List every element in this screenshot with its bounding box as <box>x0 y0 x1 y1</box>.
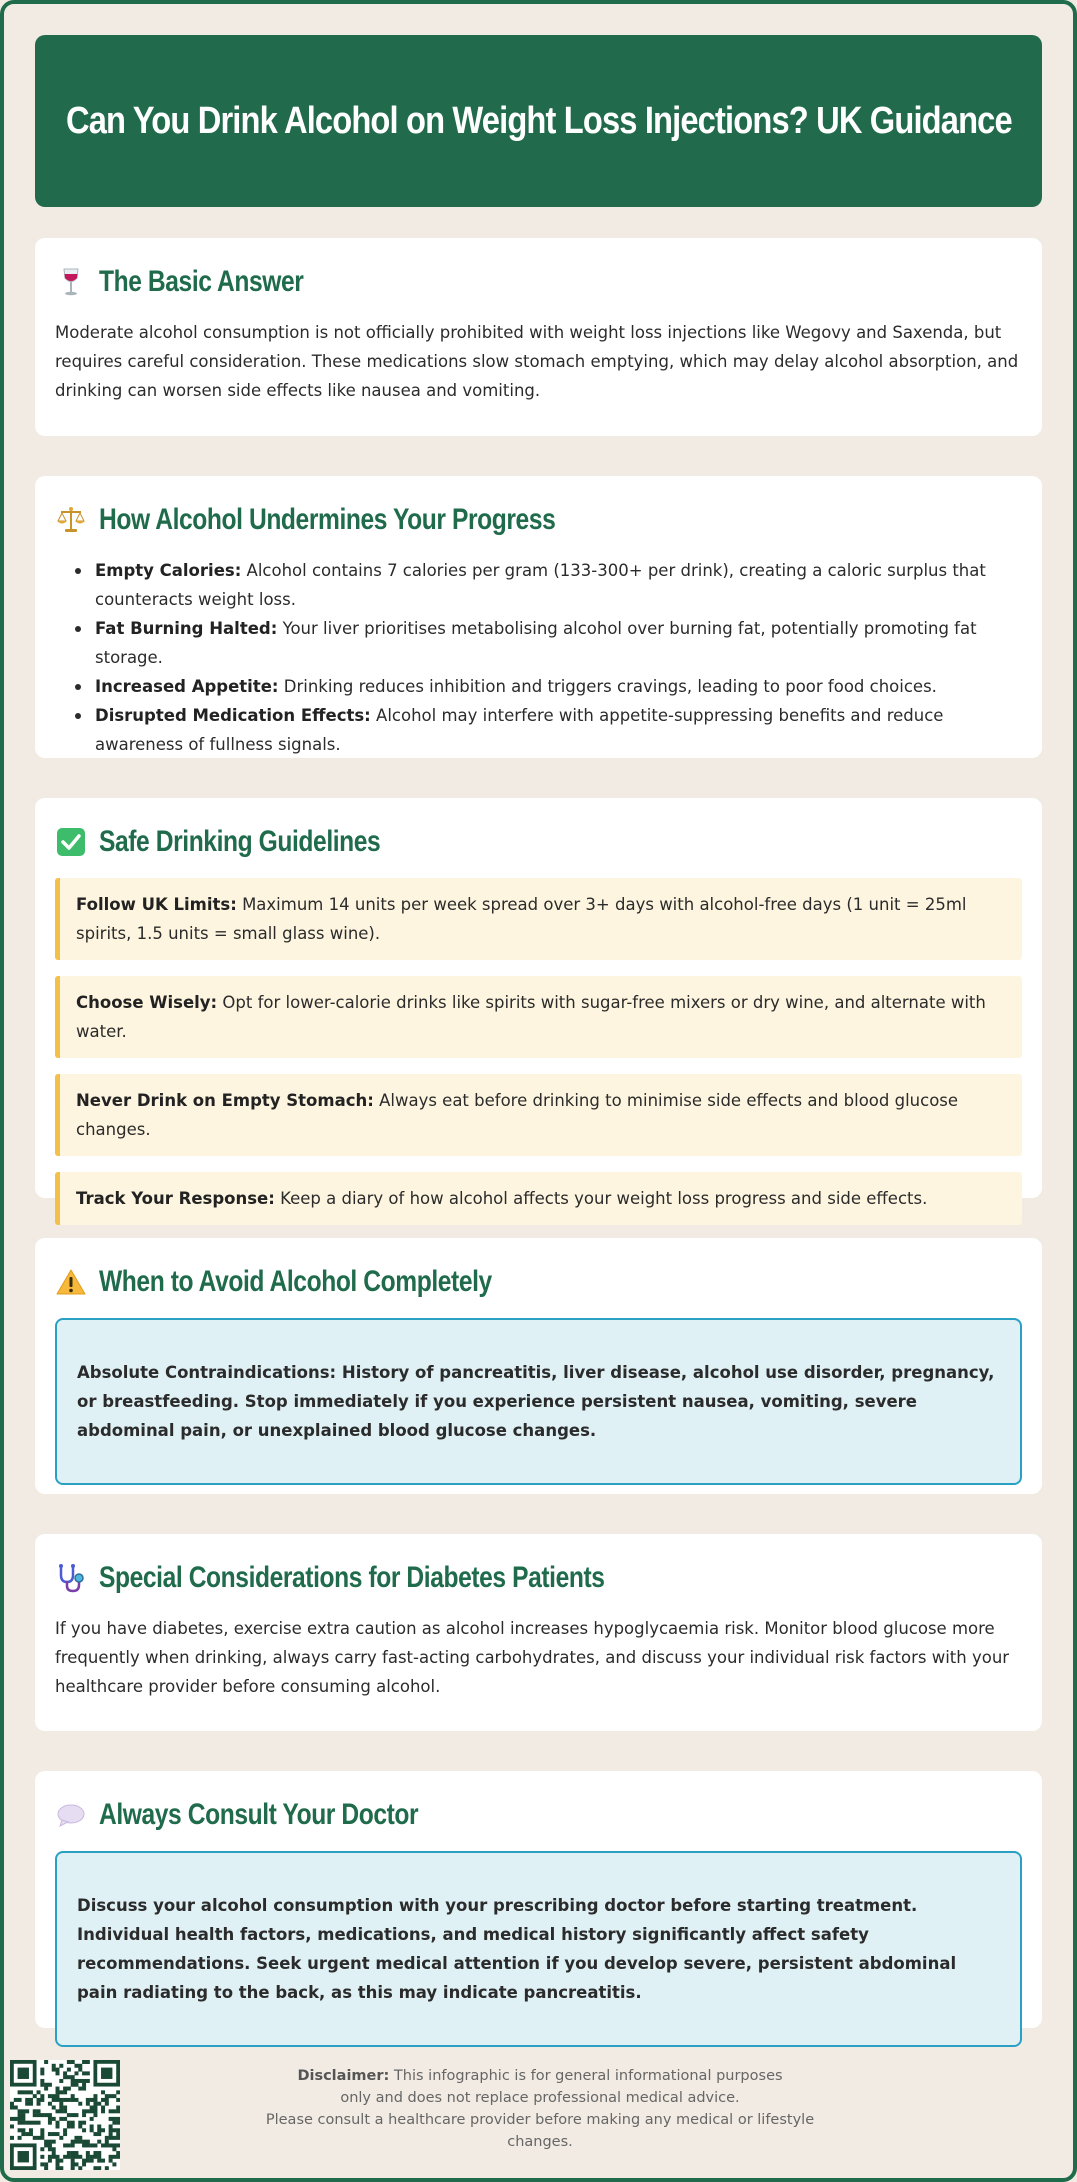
item-text: Drinking reduces inhibition and triggers cravings, leading to poor food choices. <box>278 677 937 696</box>
card-title: How Alcohol Undermines Your Progress <box>99 503 556 536</box>
card-safe-guidelines <box>35 798 1042 1208</box>
balance-scale-icon <box>55 504 87 536</box>
guideline-item <box>55 976 1022 1058</box>
list-item <box>75 672 1022 701</box>
item-label: Follow UK Limits: <box>76 895 237 914</box>
warning-icon <box>55 1266 87 1298</box>
list-item <box>75 556 1022 614</box>
item-label: Empty Calories: <box>95 561 242 580</box>
undermines-list <box>55 556 1022 759</box>
item-text: Opt for lower-calorie drinks like spirits with sugar-free mixers or dry wine, and alternate with water. <box>76 993 986 1041</box>
list-item <box>75 701 1022 759</box>
qr-code-graphic <box>10 2060 120 2170</box>
item-text: Alcohol may interfere with appetite-suppressing benefits and reduce awareness of fullness signals. <box>95 706 944 754</box>
card-basic-answer <box>35 238 1042 436</box>
item-label: Track Your Response: <box>76 1189 275 1208</box>
disclaimer-label: Disclaimer: <box>297 2068 390 2084</box>
card-avoid-alcohol <box>35 1238 1042 1494</box>
check-box-icon <box>55 826 87 858</box>
diabetes-text: If you have diabetes, exercise extra caution as alcohol increases hypoglycaemia risk. Monitor blood glucose more frequently when drinking, always carry fast-acting carbohydrates, and discuss your individual risk factors with your healthcare provider before consuming alcohol. <box>55 1619 1010 1696</box>
disclaimer-text: This infographic is for general informational purposes <box>389 2068 783 2084</box>
card-undermines-progress <box>35 476 1042 758</box>
item-label: Choose Wisely: <box>76 993 218 1012</box>
item-label: Increased Appetite: <box>95 677 279 696</box>
consult-alert: Discuss your alcohol consumption with your prescribing doctor before starting treatment. Individual health factors, medications, and medical history significantly affect safety recommendations. Seek urgent medical attention if you develop severe, persistent abdominal pain radiating to the back, as this may indicate pancreatitis. <box>55 1851 1022 2047</box>
card-title-row <box>55 820 1022 864</box>
guideline-item <box>55 878 1022 960</box>
basic-answer-text: Moderate alcohol consumption is not officially prohibited with weight loss injections like Wegovy and Saxenda, but requires careful consideration. These medications slow stomach emptying, which may delay alcohol absorption, and drinking can worsen side effects like nausea and vomiting. <box>55 323 1019 400</box>
item-text: Maximum 14 units per week spread over 3+ days with alcohol-free days (1 unit = 25ml spirits, 1.5 units = small glass wine). <box>76 895 967 943</box>
guideline-item <box>55 1074 1022 1156</box>
card-title-row <box>55 260 1022 304</box>
card-title-row <box>55 1793 1022 1837</box>
qr-code[interactable] <box>10 2060 120 2170</box>
card-title-row <box>55 498 1022 542</box>
card-title: Safe Drinking Guidelines <box>99 825 381 858</box>
disclaimer-line: only and does not replace professional medical advice. <box>340 2090 740 2106</box>
item-label: Fat Burning Halted: <box>95 619 278 638</box>
disclaimer <box>240 2065 840 2153</box>
page-header <box>35 35 1042 207</box>
card-title: Always Consult Your Doctor <box>99 1798 419 1831</box>
card-title: When to Avoid Alcohol Completely <box>99 1265 492 1298</box>
wine-glass-icon <box>55 266 87 298</box>
card-consult-doctor <box>35 1771 1042 2028</box>
disclaimer-line: Please consult a healthcare provider before making any medical or lifestyle changes. <box>265 2112 815 2150</box>
card-diabetes <box>35 1534 1042 1731</box>
item-label: Never Drink on Empty Stomach: <box>76 1091 374 1110</box>
item-text: Your liver prioritises metabolising alcohol over burning fat, potentially promoting fat storage. <box>95 619 977 667</box>
guideline-item <box>55 1172 1022 1225</box>
disclaimer-line <box>240 2065 840 2087</box>
contraindications-alert: Absolute Contraindications: History of pancreatitis, liver disease, alcohol use disorder, pregnancy, or breastfeeding. Stop immediately if you experience persistent nausea, vomiting, severe abdominal pain, or unexplained blood glucose changes. <box>55 1318 1022 1485</box>
page-title: Can You Drink Alcohol on Weight Loss Injections? UK Guidance <box>65 99 1012 142</box>
item-text: Always eat before drinking to minimise side effects and blood glucose changes. <box>76 1091 959 1139</box>
card-title-row <box>55 1260 1022 1304</box>
card-title: Special Considerations for Diabetes Patients <box>99 1561 605 1594</box>
list-item <box>75 614 1022 672</box>
item-text: Keep a diary of how alcohol affects your weight loss progress and side effects. <box>274 1189 928 1208</box>
item-label: Disrupted Medication Effects: <box>95 706 371 725</box>
item-text: Alcohol contains 7 calories per gram (133-300+ per drink), creating a caloric surplus that counteracts weight loss. <box>95 561 986 609</box>
card-title: The Basic Answer <box>99 265 304 298</box>
stethoscope-icon <box>55 1562 87 1594</box>
speech-bubble-icon <box>55 1799 87 1831</box>
card-title-row <box>55 1556 1022 1600</box>
